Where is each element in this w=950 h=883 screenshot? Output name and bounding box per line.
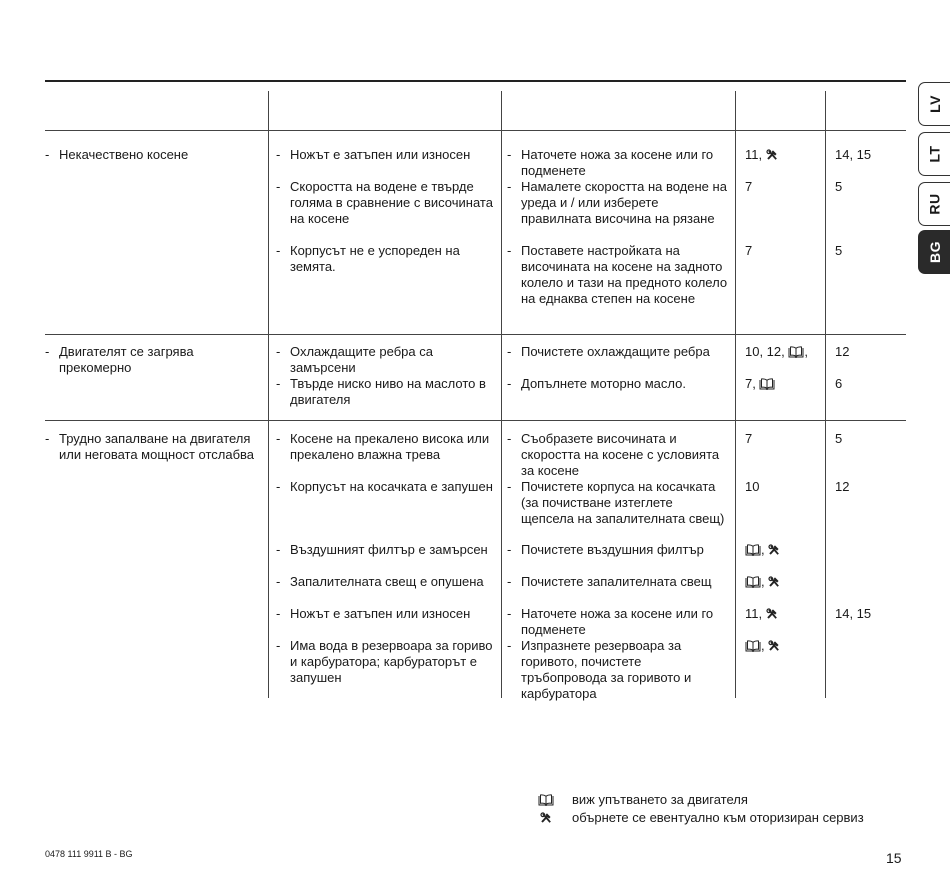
page-reference: 12 [835, 479, 850, 494]
reference-cell: 10 [745, 479, 760, 494]
table-top-rule [45, 80, 906, 82]
reference-cell: , [745, 638, 780, 654]
remedy-item: - Намалете скоростта на водене на уреда и / или изберете правилната височина на рязане [507, 179, 727, 226]
row-divider-1 [45, 334, 906, 335]
cause-item: - Корпусът на косачката е запушен [276, 479, 493, 494]
cause-item: - Корпусът не е успореден на земята. [276, 243, 460, 274]
tab-bg[interactable] [918, 230, 950, 274]
cause-item: - Ножът е затъпен или износен [276, 147, 471, 162]
wrench-screwdriver-icon [768, 576, 780, 588]
reference-cell: 7, [745, 376, 775, 392]
wrench-screwdriver-icon [766, 149, 778, 161]
symptom-text: - Двигателят се загрява прекомерно [45, 344, 194, 375]
column-divider-3 [735, 91, 736, 698]
reference-cell: , [745, 574, 780, 590]
wrench-screwdriver-icon [766, 608, 778, 620]
column-divider-4 [825, 91, 826, 698]
page-reference: 14, 15 [835, 147, 872, 162]
tab-lt[interactable] [918, 132, 950, 176]
cause-item: - Запалителната свещ е опушена [276, 574, 484, 589]
wrench-screwdriver-icon [768, 640, 780, 652]
cause-item: - Охлаждащите ребра са замърсени [276, 344, 433, 375]
page-reference: 6 [835, 376, 843, 391]
engine-manual-book-icon [745, 576, 761, 588]
engine-manual-book-icon [745, 544, 761, 556]
reference-cell: 7 [745, 179, 753, 194]
document-code: 0478 111 9911 B - BG [45, 849, 133, 859]
engine-manual-book-icon [745, 640, 761, 652]
tab-ru[interactable] [918, 182, 950, 226]
cause-item: - Твърде ниско ниво на маслото в двигателя [276, 376, 486, 407]
remedy-item: - Почистете въздушния филтър [507, 542, 704, 557]
tab-bg-label: BG [926, 241, 943, 263]
cause-item: - Скоростта на водене е твърде голяма в сравнение с височината на косене [276, 179, 493, 226]
tab-ru-label: RU [926, 193, 943, 215]
engine-manual-book-icon [759, 378, 775, 390]
page-reference: 5 [835, 179, 843, 194]
reference-cell: 7 [745, 243, 753, 258]
remedy-item: - Почистете корпуса на косачката (за почистване изтеглете щепсела на запалителната свещ) [507, 479, 725, 526]
page-reference: 5 [835, 243, 843, 258]
page-reference: 14, 15 [835, 606, 872, 621]
header-divider [45, 130, 906, 131]
remedy-item: - Изпразнете резервоара за горивото, почистете тръбопровода за горивото и карбуратора [507, 638, 692, 701]
reference-cell: , [745, 542, 780, 558]
wrench-screwdriver-icon [768, 544, 780, 556]
remedy-item: - Съобразете височината и скоростта на косене с условията за косене [507, 431, 720, 478]
remedy-item: - Почистете запалителната свещ [507, 574, 712, 589]
symptom-text: - Некачествено косене [45, 147, 189, 162]
tab-lv[interactable] [918, 82, 950, 126]
reference-cell: 11, [745, 147, 778, 163]
cause-item: - Ножът е затъпен или износен [276, 606, 471, 621]
remedy-item: - Допълнете моторно масло. [507, 376, 686, 391]
remedy-item: - Наточете ножа за косене или го подменете [507, 147, 714, 178]
reference-cell: 10, 12, , [745, 344, 808, 359]
reference-cell: 7 [745, 431, 753, 446]
reference-cell: 11, [745, 606, 778, 622]
engine-manual-book-icon [538, 794, 554, 806]
remedy-item: - Почистете охлаждащите ребра [507, 344, 710, 359]
engine-manual-book-icon [788, 346, 804, 358]
wrench-screwdriver-icon [540, 812, 552, 824]
column-divider-2 [501, 91, 502, 698]
cause-item: - Косене на прекалено висока или прекалено влажна трева [276, 431, 490, 462]
cause-item: - Въздушният филтър е замърсен [276, 542, 488, 557]
page-number: 15 [886, 850, 902, 866]
cause-item: - Има вода в резервоара за гориво и карбуратора; карбураторът е запушен [276, 638, 493, 685]
remedy-item: - Поставете настройката на височината на косене на задното колело и тази на предното колело на еднаква степен на косене [507, 243, 728, 306]
page-reference: 12 [835, 344, 850, 359]
row-divider-2 [45, 420, 906, 421]
page-reference: 5 [835, 431, 843, 446]
column-divider-1 [268, 91, 269, 698]
symptom-text: - Трудно запалване на двигателя или неговата мощност отслабва [45, 431, 255, 462]
remedy-item: - Наточете ножа за косене или го подменете [507, 606, 714, 637]
tab-lv-label: LV [926, 95, 943, 113]
tab-lt-label: LT [926, 145, 943, 163]
